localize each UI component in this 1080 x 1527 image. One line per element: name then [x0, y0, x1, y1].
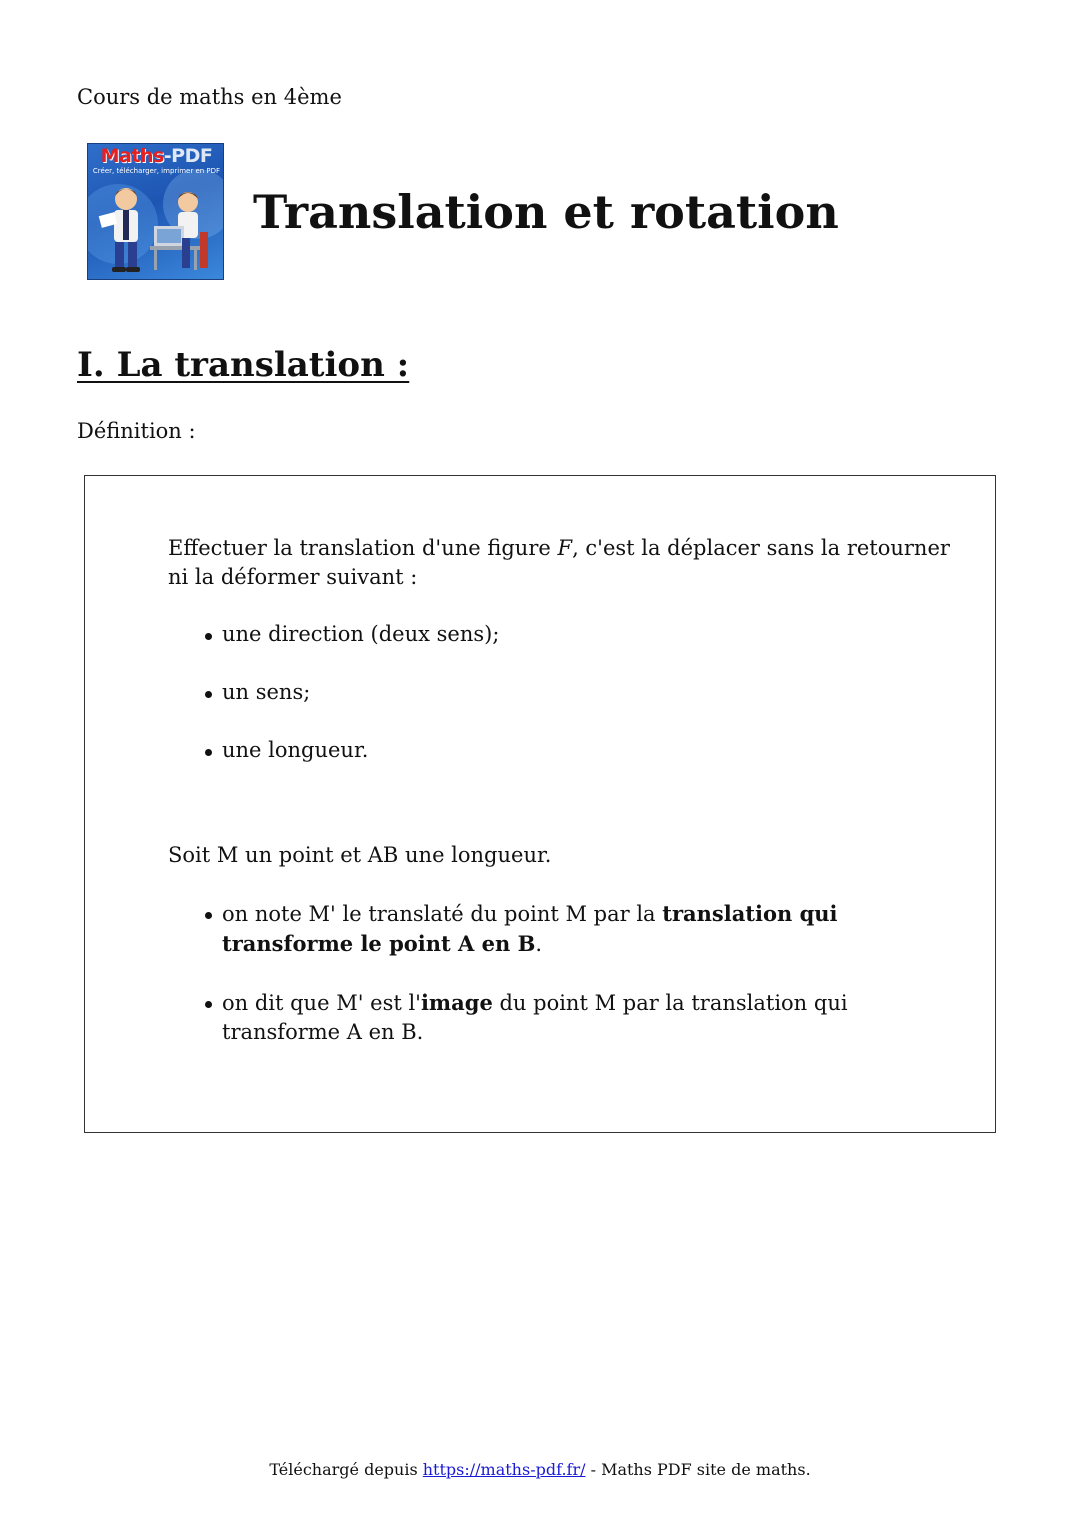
- definition-intro: Effectuer la translation d'une figure F, c'est la déplacer sans la retourner ni la déformer suivant :: [168, 536, 950, 589]
- logo-tagline: Créer, télécharger, imprimer en PDF: [92, 167, 221, 175]
- list-item: une direction (deux sens);: [203, 620, 963, 649]
- list-item: on dit que M' est l'image du point M par la translation qui transforme A en B.: [203, 988, 963, 1047]
- criteria-list: [203, 620, 963, 765]
- footer: Téléchargé depuis https://maths-pdf.fr/ - Maths PDF site de maths.: [269, 1460, 811, 1479]
- definition-box: [84, 475, 996, 1133]
- list-item: on note M' le translaté du point M par la translation qui transforme le point A en B.: [203, 899, 963, 959]
- list-item: une longueur.: [203, 736, 963, 765]
- figure-variable: F: [557, 536, 573, 560]
- course-label: Cours de maths en 4ème: [77, 85, 342, 109]
- logo-brand: Maths-PDF: [100, 145, 213, 167]
- definition-label: Définition :: [77, 419, 196, 443]
- list-item: un sens;: [203, 678, 963, 707]
- notes-list: [203, 899, 963, 1047]
- page-title: Translation et rotation: [253, 185, 839, 239]
- footer-link[interactable]: https://maths-pdf.fr/: [422, 1460, 586, 1479]
- section-title: I. La translation :: [77, 345, 410, 385]
- maths-pdf-logo[interactable]: [87, 143, 224, 280]
- soit-sentence: Soit M un point et AB une longueur.: [168, 843, 552, 867]
